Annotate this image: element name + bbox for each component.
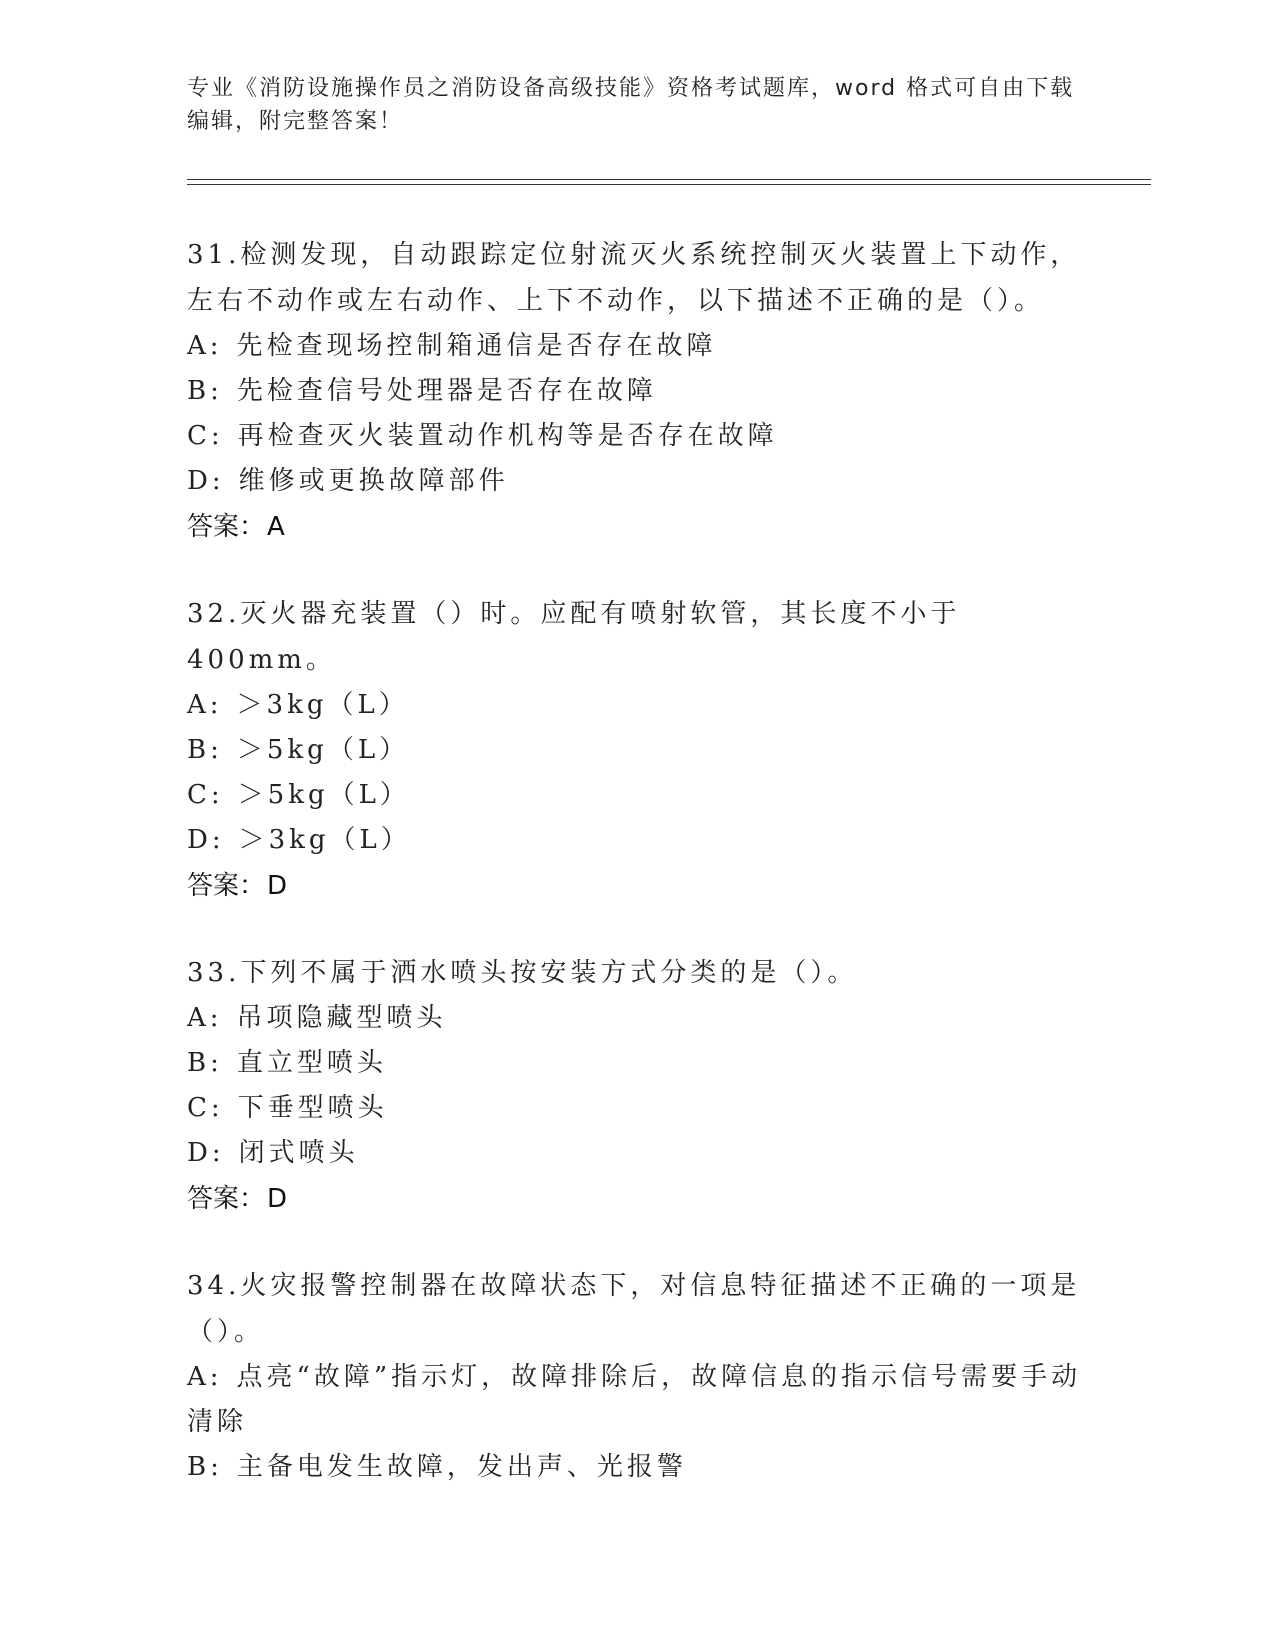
option-key: B: bbox=[187, 1048, 223, 1078]
page-header: 专业《消防设施操作员之消防设备高级技能》资格考试题库，word 格式可自由下载编辑，附完整答案！ bbox=[187, 76, 1075, 134]
option-a bbox=[187, 1355, 1087, 1445]
option-c bbox=[187, 1086, 1087, 1131]
answer-value: D bbox=[267, 1184, 288, 1214]
option-key: D: bbox=[187, 1138, 225, 1168]
question-32 bbox=[187, 591, 1087, 909]
option-text: ＞5kg（L） bbox=[236, 735, 410, 765]
option-b bbox=[187, 369, 1087, 414]
option-a bbox=[187, 996, 1087, 1041]
option-b bbox=[187, 728, 1087, 773]
option-key: B: bbox=[187, 735, 223, 765]
option-d bbox=[187, 1131, 1087, 1176]
answer-line bbox=[187, 504, 1087, 550]
option-text: 先检查信号处理器是否存在故障 bbox=[236, 376, 657, 406]
option-key: B: bbox=[187, 1452, 223, 1482]
option-key: C: bbox=[187, 421, 224, 451]
option-b bbox=[187, 1445, 1087, 1490]
answer-line bbox=[187, 863, 1087, 909]
option-key: D: bbox=[187, 466, 225, 496]
option-text: 下垂型喷头 bbox=[237, 1093, 388, 1123]
option-key: B: bbox=[187, 376, 223, 406]
question-stem: 31.检测发现，自动跟踪定位射流灭火系统控制灭火装置上下动作，左右不动作或左右动作、上下不动作，以下描述不正确的是（）。 bbox=[187, 240, 1081, 316]
option-key: D: bbox=[187, 825, 225, 855]
option-text: 维修或更换故障部件 bbox=[238, 466, 509, 496]
answer-label: 答案： bbox=[187, 1184, 266, 1214]
option-c bbox=[187, 414, 1087, 459]
option-key: A: bbox=[187, 690, 223, 720]
option-a bbox=[187, 683, 1087, 728]
option-key: A: bbox=[187, 1003, 223, 1033]
option-key: C: bbox=[187, 780, 224, 810]
option-d bbox=[187, 818, 1087, 863]
option-text: 闭式喷头 bbox=[238, 1138, 359, 1168]
option-key: A: bbox=[187, 331, 223, 361]
option-key: A: bbox=[187, 1362, 223, 1392]
answer-value: A bbox=[267, 512, 285, 542]
answer-label: 答案： bbox=[187, 512, 266, 542]
option-b bbox=[187, 1041, 1087, 1086]
option-c bbox=[187, 773, 1087, 818]
option-text: 直立型喷头 bbox=[236, 1048, 387, 1078]
option-text: 吊项隐藏型喷头 bbox=[236, 1003, 447, 1033]
header-rule-top bbox=[187, 179, 1151, 180]
option-key: C: bbox=[187, 1093, 224, 1123]
option-text: 先检查现场控制箱通信是否存在故障 bbox=[236, 331, 717, 361]
option-text: 点亮“故障”指示灯，故障排除后，故障信息的指示信号需要手动清除 bbox=[187, 1362, 1082, 1437]
question-stem: 32.灭火器充装置（）时。应配有喷射软管，其长度不小于 400mm。 bbox=[187, 599, 961, 675]
question-stem: 34.火灾报警控制器在故障状态下，对信息特征描述不正确的一项是（）。 bbox=[187, 1271, 1081, 1347]
question-31 bbox=[187, 232, 1087, 550]
question-stem: 33.下列不属于洒水喷头按安装方式分类的是（）。 bbox=[187, 958, 858, 988]
answer-value: D bbox=[267, 871, 288, 901]
question-33 bbox=[187, 950, 1087, 1222]
question-list bbox=[187, 232, 1087, 1531]
header-rule-bottom bbox=[187, 184, 1151, 185]
option-text: ＞3kg（L） bbox=[236, 690, 409, 720]
option-text: 再检查灭火装置动作机构等是否存在故障 bbox=[237, 421, 778, 451]
option-d bbox=[187, 459, 1087, 504]
option-a bbox=[187, 324, 1087, 369]
question-34 bbox=[187, 1263, 1087, 1490]
option-text: ＞3kg（L） bbox=[238, 825, 411, 855]
option-text: 主备电发生故障，发出声、光报警 bbox=[236, 1452, 687, 1482]
answer-line bbox=[187, 1176, 1087, 1222]
answer-label: 答案： bbox=[187, 871, 266, 901]
option-text: ＞5kg（L） bbox=[237, 780, 410, 810]
